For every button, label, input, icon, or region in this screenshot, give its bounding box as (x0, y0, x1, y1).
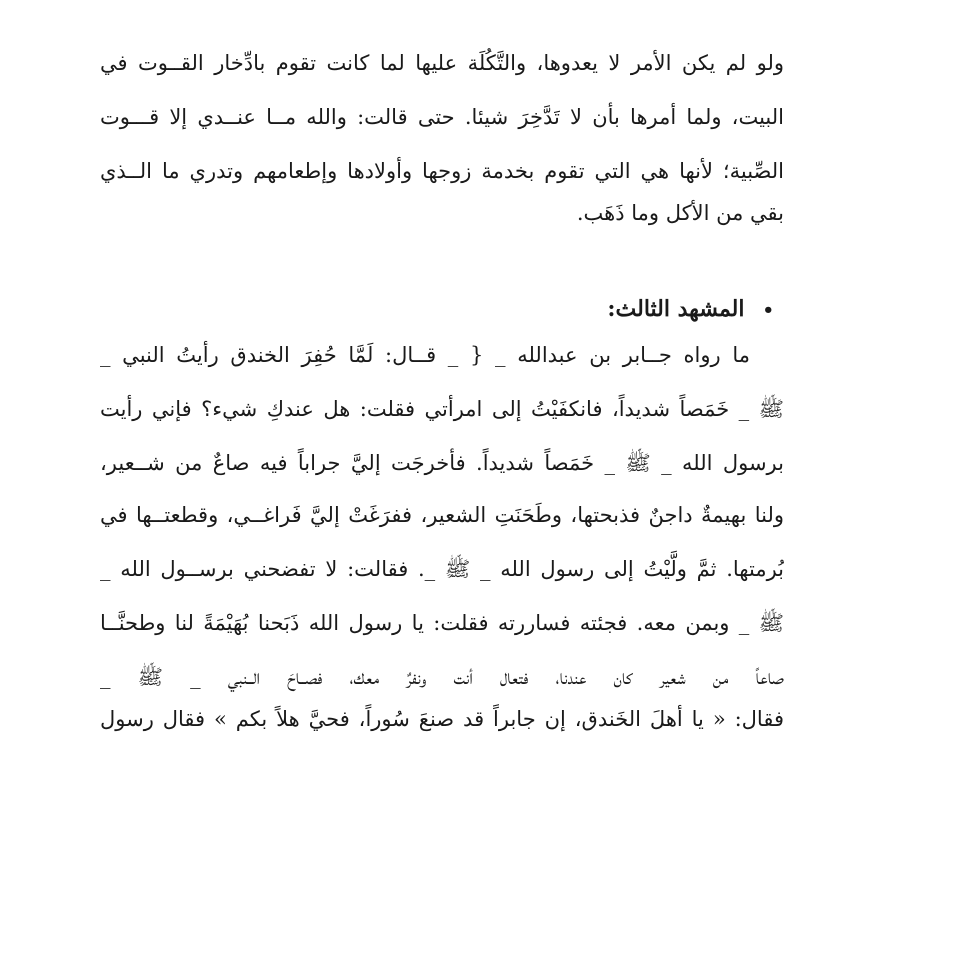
text-line: ما رواه جــابر بن عبدالله _ { _ قــال: لَمَّا حُفِرَ الخندق رأيتُ النبي _ (100, 343, 750, 367)
text-line: ولنا بهيمةٌ داجنٌ فذبحتها، وطَحَنَتِ الشعير، ففرَغَتْ إليَّ فَراغــي، وقطعتــها في (100, 503, 784, 527)
text-line: فقال: « يا أهلَ الخَندق، إن جابراً قد صنعَ سُوراً، فحيَّ هلاً بكم » فقال رسول (100, 707, 784, 731)
text-line: بُرمتها. ثمَّ ولَّيْتُ إلى رسول الله _ ﷺ _. فقالت: لا تفضحني برســول الله _ (100, 557, 784, 581)
text-line: بقي من الأكل وما ذَهَب. (576, 201, 784, 225)
text-line: ولو لم يكن الأمر لا يعدوها، والتَّكُلَة عليها لما كانت تقوم بادِّخار القــوت في (100, 51, 784, 75)
bullet-icon: • (762, 300, 774, 321)
text-line: ﷺ _ وبمن معه. فجئته فساررته فقلت: يا رسول الله ذَبَحنا بُهَيْمَةً لنا وطحنَّــا (100, 611, 784, 635)
text-line: ﷺ _ خَمَصاً شديداً، فانكفَيْتُ إلى امرأتي فقلت: هل عندكِ شيء؟ فإني رأيت (100, 397, 784, 421)
text-line: صاعاً من شعير كان عندنا، فتعال أنت ونفرٌ معك، فصــاحَ الــنبي _ ﷺ _ (100, 665, 784, 689)
text-line: الصِّبية؛ لأنها هي التي تقوم بخدمة زوجها وأولادها وإطعامهم وتدري ما الــذي (100, 159, 784, 183)
section-heading-text: المشهد الثالث: (607, 296, 745, 322)
text-line: برسول الله _ ﷺ _ خَمَصاً شديداً. فأخرجَت إليَّ جراباً فيه صاعٌ من شــعير، (100, 451, 784, 475)
text-line: البيت، ولما أمرها بأن لا تَدَّخِرَ شيئا. حتى قالت: والله مــا عنــدي إلا قـــوت (100, 105, 784, 129)
